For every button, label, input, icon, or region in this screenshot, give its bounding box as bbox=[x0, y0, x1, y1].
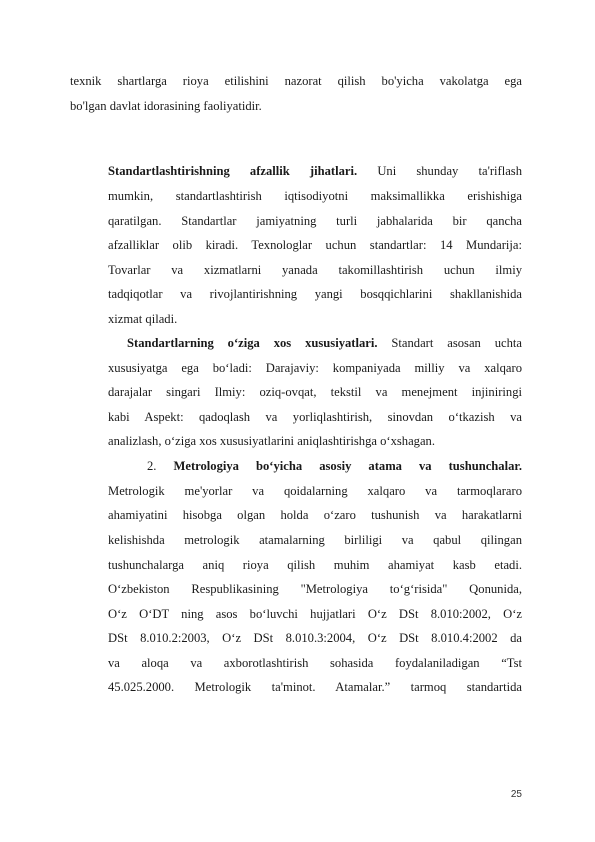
text-line: qaratilgan. Standartlar jamiyatning turli jabhalarida bir qancha bbox=[108, 214, 522, 228]
text-line: bo'lgan davlat idorasining faoliyatidir. bbox=[70, 99, 262, 113]
text-line: mumkin, standartlashtirish iqtisodiyotni maksimallikka erishishiga bbox=[108, 189, 522, 203]
text-line: tushunchalarga aniq rioya qilish muhim ahamiyat kasb etadi. bbox=[108, 558, 522, 572]
section-heading: Standartlashtirishning afzallik jihatlari. bbox=[108, 164, 358, 178]
text-line: Standartlashtirishning afzallik jihatlari. Uni shunday ta'riflash bbox=[108, 164, 523, 178]
text-line: O‘z O‘DT ning asos bo‘luvchi hujjatlari O‘z DSt 8.010:2002, O‘z bbox=[108, 607, 522, 621]
text-line: tadqiqotlar va rivojlantirishning yangi bosqqichlarini shakllanishida bbox=[108, 287, 522, 301]
text-line: afzalliklar olib kiradi. Texnologlar uchun standartlar: 14 Mundarija: bbox=[108, 238, 522, 252]
text-line: texnik shartlarga rioya etilishini nazorat qilish bo'yicha vakolatga ega bbox=[70, 74, 522, 88]
text-line: darajalar singari Ilmiy: oziq-ovqat, tekstil va menejment injiniringi bbox=[108, 385, 522, 399]
text-line: kelishishda metrologik atamalarning birliligi va qabul qilingan bbox=[108, 533, 522, 547]
text-line bbox=[147, 458, 522, 474]
text-line: Standartlarning o‘ziga xos xususiyatlari. Standart asosan uchta bbox=[127, 336, 522, 350]
text-line: analizlash, o‘ziga xos xususiyatlarini aniqlashtirishga o‘xshagan. bbox=[108, 434, 436, 448]
text-line: O‘zbekiston Respublikasining "Metrologiya to‘g‘risida" Qonunida, bbox=[108, 582, 522, 596]
text-line: 45.025.2000. Metrologik ta'minot. Atamalar.” tarmoq standartida bbox=[108, 680, 522, 694]
text-line: Metrologik me'yorlar va qoidalarning xalqaro va tarmoqlararo bbox=[108, 484, 522, 498]
text-line: ahamiyatini hisobga olgan holda o‘zaro tushunish va harakatlarni bbox=[108, 508, 522, 522]
text-line: DSt 8.010.2:2003, O‘z DSt 8.010.3:2004, O‘z DSt 8.010.4:2002 da bbox=[108, 631, 522, 645]
section-number: 2. bbox=[147, 459, 157, 473]
text-line: va aloqa va axborotlashtirish sohasida foydalaniladigan “Tst bbox=[108, 656, 522, 670]
text-line: Tovarlar va xizmatlarni yanada takomillashtirish uchun ilmiy bbox=[108, 263, 522, 277]
text-line: xususiyatga ega bo‘ladi: Darajaviy: kompaniyada milliy va xalqaro bbox=[108, 361, 522, 375]
page-number: 25 bbox=[510, 789, 522, 800]
text-line: xizmat qiladi. bbox=[108, 312, 178, 326]
text-line: kabi Aspekt: qadoqlash va yorliqlashtirish, sinovdan o‘tkazish va bbox=[108, 410, 522, 424]
section-heading: Metrologiya bo‘yicha asosiy atama va tushunchalar. bbox=[173, 459, 522, 473]
section-heading: Standartlarning o‘ziga xos xususiyatlari. bbox=[127, 336, 378, 350]
